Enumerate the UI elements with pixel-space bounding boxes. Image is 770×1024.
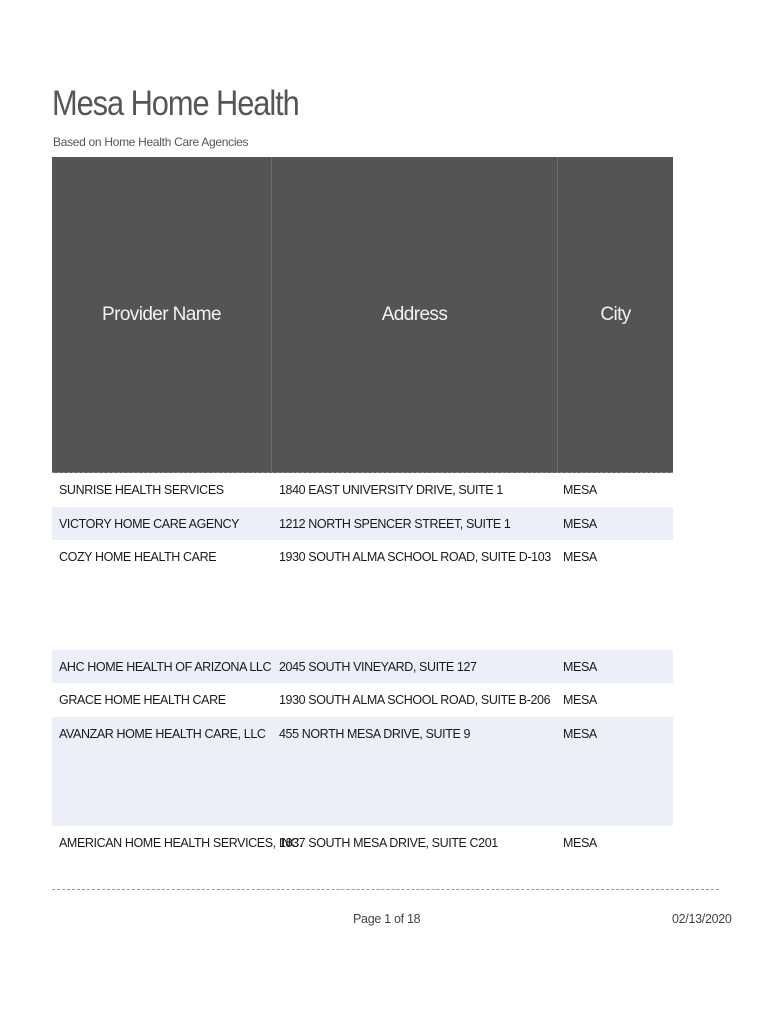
providers-table <box>52 157 673 860</box>
footer-divider <box>52 889 719 890</box>
cell-city: MESA <box>563 693 597 707</box>
cell-provider-name: AVANZAR HOME HEALTH CARE, LLC <box>59 727 266 741</box>
table-row <box>52 507 673 540</box>
cell-city: MESA <box>563 550 597 564</box>
cell-city: MESA <box>563 483 597 497</box>
cell-city: MESA <box>563 727 597 741</box>
cell-city: MESA <box>563 517 597 531</box>
page-subtitle: Based on Home Health Care Agencies <box>53 135 249 149</box>
cell-provider-name: VICTORY HOME CARE AGENCY <box>59 517 240 531</box>
cell-provider-name: AHC HOME HEALTH OF ARIZONA LLC <box>59 660 272 674</box>
cell-address: 1840 EAST UNIVERSITY DRIVE, SUITE 1 <box>279 483 503 497</box>
table-header <box>52 157 673 473</box>
table-row <box>52 473 673 507</box>
table-row <box>52 650 673 683</box>
page-number: Page 1 of 18 <box>353 912 421 926</box>
cell-address: 1212 NORTH SPENCER STREET, SUITE 1 <box>279 517 511 531</box>
table-row <box>52 540 673 650</box>
column-header-address: Address <box>272 157 558 472</box>
cell-provider-name: GRACE HOME HEALTH CARE <box>59 693 226 707</box>
cell-address: 1837 SOUTH MESA DRIVE, SUITE C201 <box>279 836 498 850</box>
report-date: 02/13/2020 <box>672 912 732 926</box>
cell-address: 455 NORTH MESA DRIVE, SUITE 9 <box>279 727 471 741</box>
column-header-city: City <box>600 303 631 325</box>
cell-address: 1930 SOUTH ALMA SCHOOL ROAD, SUITE D-103 <box>279 550 551 564</box>
cell-address: 1930 SOUTH ALMA SCHOOL ROAD, SUITE B-206 <box>279 693 551 707</box>
cell-provider-name: SUNRISE HEALTH SERVICES <box>59 483 224 497</box>
column-header-provider-name: Provider Name <box>52 157 272 472</box>
cell-provider-name: AMERICAN HOME HEALTH SERVICES, INC. <box>59 836 303 850</box>
table-row <box>52 683 673 717</box>
page-title: Mesa Home Health <box>52 84 299 123</box>
cell-city: MESA <box>563 836 597 850</box>
cell-city: MESA <box>563 660 597 674</box>
cell-provider-name: COZY HOME HEALTH CARE <box>59 550 217 564</box>
cell-address: 2045 SOUTH VINEYARD, SUITE 127 <box>279 660 477 674</box>
table-row <box>52 717 673 826</box>
table-row <box>52 826 673 860</box>
